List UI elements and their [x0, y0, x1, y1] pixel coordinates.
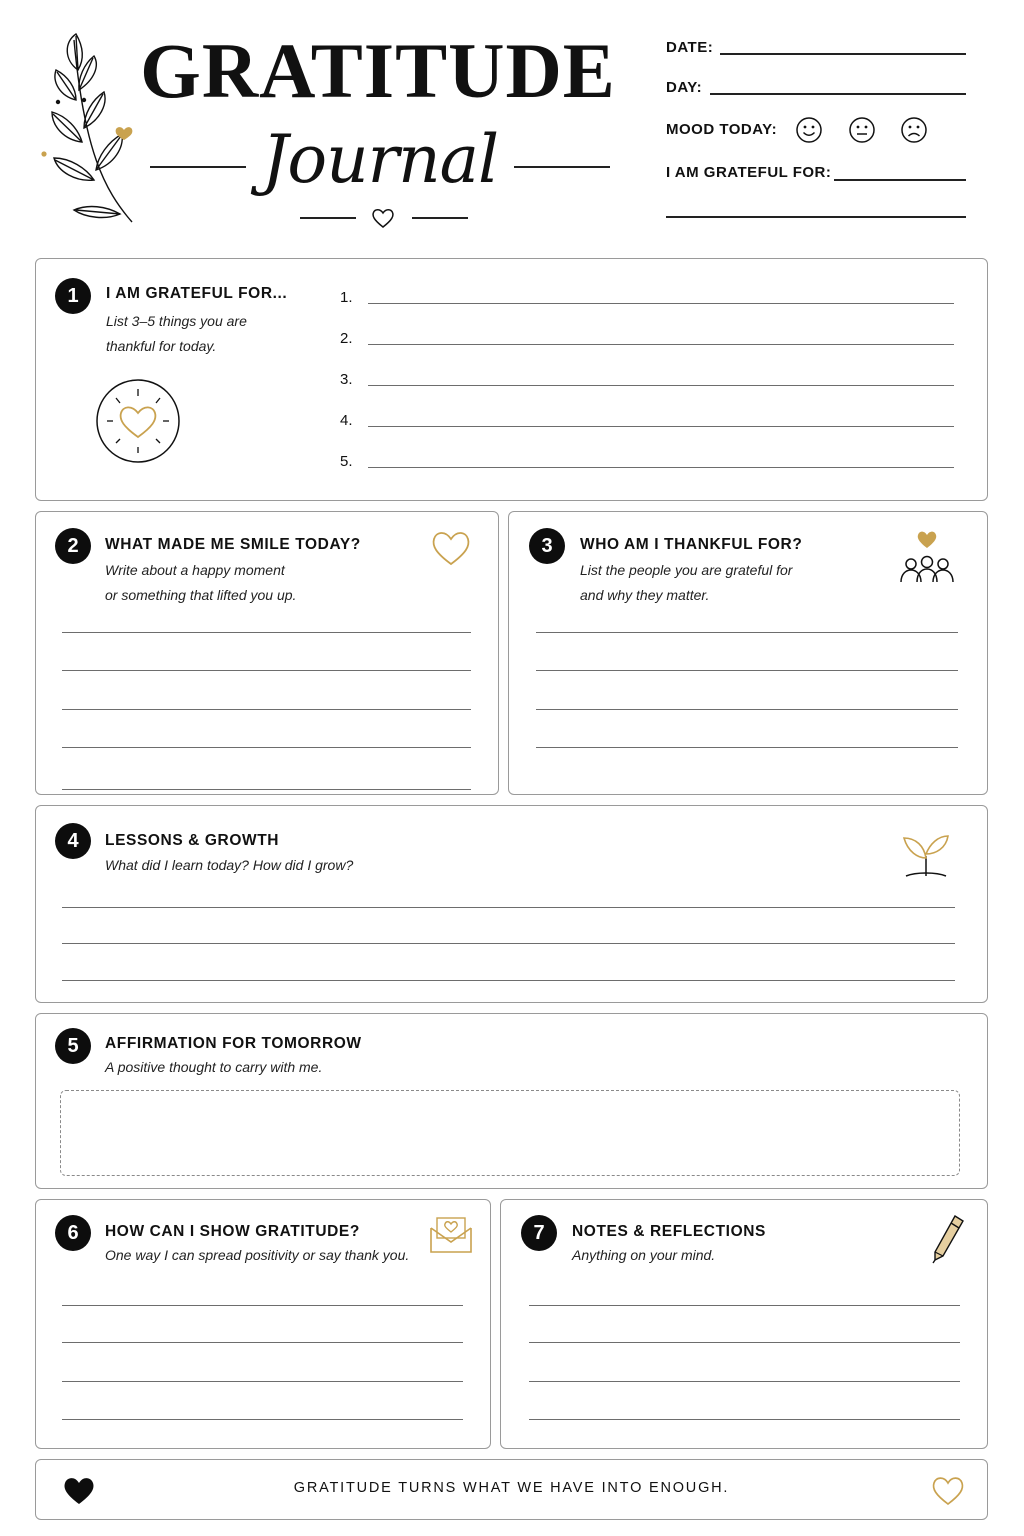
section-description-line-1: What did I learn today? How did I grow? [105, 857, 354, 873]
section-title: NOTES & REFLECTIONS [572, 1223, 766, 1240]
list-number: 5. [340, 453, 353, 470]
page-subtitle: Journal [261, 121, 499, 198]
list-number: 4. [340, 412, 353, 429]
section-number: 3 [529, 528, 565, 564]
writing-line[interactable] [62, 980, 955, 981]
writing-line[interactable] [62, 1419, 463, 1420]
writing-line[interactable] [529, 1342, 960, 1343]
writing-line[interactable] [368, 344, 954, 345]
writing-line[interactable] [536, 709, 958, 710]
heart-outline-icon [370, 206, 396, 230]
section-description-line-1: One way I can spread positivity or say thank you. [105, 1247, 410, 1263]
writing-line[interactable] [529, 1419, 960, 1420]
heart-sun-icon [94, 377, 182, 465]
section-title: WHAT MADE ME SMILE TODAY? [105, 536, 361, 553]
section-title: AFFIRMATION FOR TOMORROW [105, 1035, 362, 1052]
section-number: 1 [55, 278, 91, 314]
footer-quote: GRATITUDE TURNS WHAT WE HAVE INTO ENOUGH. [293, 1480, 730, 1496]
writing-line[interactable] [62, 747, 471, 748]
pen-icon [929, 1212, 969, 1264]
section-description-line-1: Anything on your mind. [572, 1247, 716, 1263]
ornament-line-right [412, 217, 468, 219]
section-description-line-1: A positive thought to carry with me. [105, 1059, 323, 1075]
section-notes-reflections [500, 1199, 988, 1449]
section-title: WHO AM I THANKFUL FOR? [580, 536, 803, 553]
section-title: HOW CAN I SHOW GRATITUDE? [105, 1223, 360, 1240]
writing-line[interactable] [62, 1381, 463, 1382]
writing-line[interactable] [62, 709, 471, 710]
section-thankful-people [508, 511, 988, 795]
people-heart-icon [897, 528, 957, 586]
section-title: LESSONS & GROWTH [105, 832, 280, 849]
section-description-line-1: List 3–5 things you are [106, 313, 247, 329]
ornament-line-left [300, 217, 356, 219]
grateful-for-label: I AM GRATEFUL FOR: [666, 164, 832, 181]
writing-line[interactable] [62, 789, 471, 790]
neutral-face-icon[interactable] [848, 116, 876, 144]
section-grateful-for [35, 258, 988, 501]
section-description-line-2: and why they matter. [580, 587, 710, 603]
section-number: 7 [521, 1215, 557, 1251]
writing-line[interactable] [536, 670, 958, 671]
writing-line[interactable] [62, 670, 471, 671]
section-number: 4 [55, 823, 91, 859]
day-field[interactable] [710, 93, 966, 95]
sprout-icon [900, 832, 952, 880]
day-label: DAY: [666, 79, 703, 96]
writing-line[interactable] [62, 907, 955, 908]
footer-quote-bar [35, 1459, 988, 1520]
date-label: DATE: [666, 39, 714, 56]
grateful-for-field[interactable] [834, 179, 966, 181]
section-smile-today [35, 511, 499, 795]
writing-line[interactable] [536, 747, 958, 748]
envelope-heart-icon [429, 1216, 473, 1254]
writing-line[interactable] [368, 426, 954, 427]
section-description-line-2: or something that lifted you up. [105, 587, 297, 603]
subtitle-divider-left [150, 166, 246, 168]
writing-line[interactable] [529, 1381, 960, 1382]
section-description-line-2: thankful for today. [106, 338, 217, 354]
date-field[interactable] [720, 53, 966, 55]
writing-line[interactable] [62, 1342, 463, 1343]
section-description-line-1: Write about a happy moment [105, 562, 285, 578]
section-number: 6 [55, 1215, 91, 1251]
subtitle-block [150, 110, 612, 230]
writing-line[interactable] [62, 943, 955, 944]
mood-label: MOOD TODAY: [666, 121, 778, 138]
section-show-gratitude [35, 1199, 491, 1449]
writing-line[interactable] [536, 632, 958, 633]
writing-line[interactable] [529, 1305, 960, 1306]
leaf-branch-illustration [34, 30, 144, 230]
section-affirmation [35, 1013, 988, 1189]
writing-line[interactable] [62, 1305, 463, 1306]
affirmation-input-box[interactable] [60, 1090, 960, 1176]
heart-outline-icon [931, 1475, 965, 1507]
writing-line[interactable] [368, 303, 954, 304]
subtitle-divider-right [514, 166, 610, 168]
heart-outline-icon [430, 528, 472, 568]
section-title: I AM GRATEFUL FOR... [106, 285, 288, 302]
writing-line[interactable] [368, 467, 954, 468]
section-number: 2 [55, 528, 91, 564]
grateful-for-field-line-2[interactable] [666, 216, 966, 218]
section-number: 5 [55, 1028, 91, 1064]
section-lessons-growth [35, 805, 988, 1003]
list-number: 2. [340, 330, 353, 347]
writing-line[interactable] [368, 385, 954, 386]
section-description-line-1: List the people you are grateful for [580, 562, 793, 578]
list-number: 3. [340, 371, 353, 388]
happy-face-icon[interactable] [795, 116, 823, 144]
writing-line[interactable] [62, 632, 471, 633]
page-title: GRATITUDE [140, 27, 616, 114]
list-number: 1. [340, 289, 353, 306]
sad-face-icon[interactable] [900, 116, 928, 144]
